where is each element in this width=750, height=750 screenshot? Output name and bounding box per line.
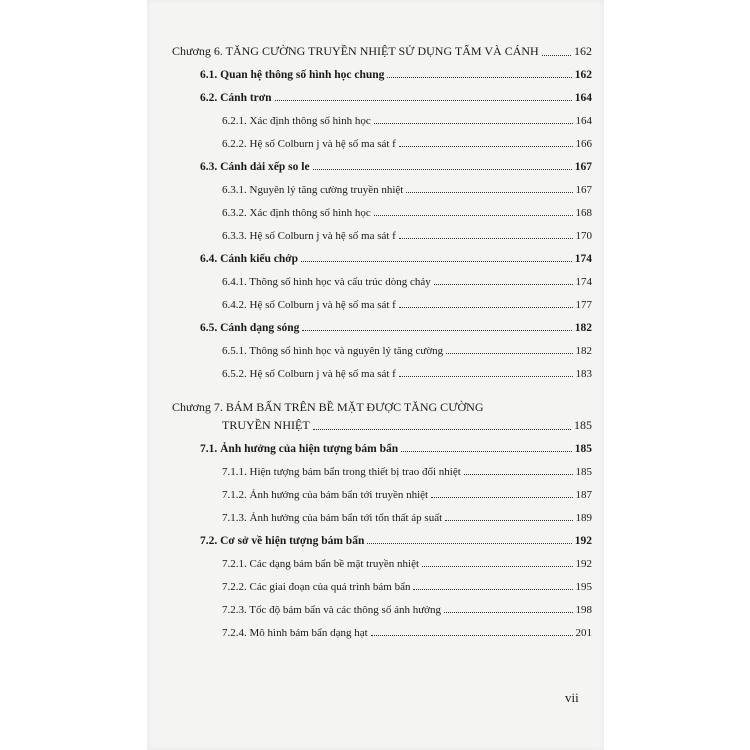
toc-subsection [222, 489, 592, 501]
toc-leader [464, 474, 573, 475]
toc-page-number: 162 [574, 44, 592, 58]
toc-subsection [222, 138, 592, 150]
toc-section [200, 443, 592, 455]
toc-page-number: 177 [575, 299, 592, 311]
page-number: vii [565, 690, 579, 705]
toc-section-title: 6.4. Cánh kiểu chớp [200, 253, 299, 265]
toc-section [200, 161, 592, 173]
toc-leader [406, 192, 572, 193]
toc-subsection [222, 581, 592, 593]
toc-subsection [222, 604, 592, 616]
toc-page-number: 174 [575, 276, 592, 288]
toc-page-number: 164 [575, 115, 592, 127]
toc-subsection-title: 6.3.2. Xác định thông số hình học [222, 207, 371, 219]
toc-page-number: 166 [575, 138, 592, 150]
toc-leader [446, 353, 572, 354]
toc-subsection [222, 627, 592, 639]
toc-leader [313, 169, 572, 170]
toc-leader [401, 451, 572, 452]
toc-page-number: 170 [575, 230, 592, 242]
toc-page-number: 185 [574, 443, 592, 455]
toc-page-number: 195 [575, 581, 592, 593]
toc-chapter-7-title-line1: Chương 7. BÁM BẨN TRÊN BỀ MẶT ĐƯỢC TĂNG CƯỜNG [172, 400, 484, 414]
toc-section [200, 92, 592, 104]
toc-leader [431, 497, 572, 498]
toc-subsection-title: 6.4.1. Thông số hình học và cấu trúc dòng chảy [222, 276, 431, 288]
toc-chapter-6 [172, 44, 592, 59]
toc-page-number: 189 [575, 512, 592, 524]
toc-leader [399, 238, 573, 239]
toc-subsection-title: 6.2.1. Xác định thông số hình học [222, 115, 371, 127]
toc-page-number: 167 [574, 161, 592, 173]
toc-leader [434, 284, 573, 285]
toc-subsection-title: 6.3.3. Hệ số Colburn j và hệ số ma sát f [222, 230, 396, 242]
toc-leader [542, 55, 571, 56]
toc-subsection-title: 7.2.2. Các giai đoạn của quá trình bám bẩn [222, 581, 411, 593]
toc-section [200, 322, 592, 334]
toc-section-title: 6.3. Cánh dải xếp so le [200, 161, 310, 173]
toc-leader [399, 146, 573, 147]
toc-section-title: 7.1. Ảnh hưởng của hiện tượng bám bẩn [200, 443, 399, 455]
toc-leader [275, 100, 572, 101]
toc-subsection [222, 184, 592, 196]
toc-page-number: 182 [575, 345, 592, 357]
toc-leader [302, 330, 571, 331]
toc-page-number: 168 [575, 207, 592, 219]
toc-subsection [222, 115, 592, 127]
toc-section-title: 6.2. Cánh trơn [200, 92, 272, 104]
toc-chapter-7 [222, 418, 592, 433]
toc-leader [387, 77, 571, 78]
toc-subsection-title: 6.4.2. Hệ số Colburn j và hệ số ma sát f [222, 299, 396, 311]
toc-section [200, 69, 592, 81]
toc-subsection [222, 276, 592, 288]
toc-page-number: 192 [574, 535, 592, 547]
toc-section-title: 6.1. Quan hệ thông số hình học chung [200, 69, 385, 81]
toc-page-number: 164 [574, 92, 592, 104]
toc-subsection-title: 6.3.1. Nguyên lý tăng cường truyền nhiệt [222, 184, 404, 196]
toc-leader [399, 376, 573, 377]
toc-subsection [222, 558, 592, 570]
toc-page-number: 174 [574, 253, 592, 265]
toc-chapter-title: Chương 6. TĂNG CƯỜNG TRUYỀN NHIỆT SỬ DỤNG TẤM VÀ CÁNH [172, 44, 539, 58]
toc-leader [444, 612, 572, 613]
toc-subsection [222, 230, 592, 242]
toc-page-number: 187 [575, 489, 592, 501]
toc-section-title: 7.2. Cơ sở về hiện tượng bám bẩn [200, 535, 365, 547]
toc-subsection-title: 6.5.2. Hệ số Colburn j và hệ số ma sát f [222, 368, 396, 380]
toc-page-number: 185 [574, 418, 592, 432]
toc-page-number: 182 [574, 322, 592, 334]
toc-subsection [222, 368, 592, 380]
toc-subsection [222, 299, 592, 311]
toc-page-number: 167 [575, 184, 592, 196]
toc-subsection [222, 345, 592, 357]
toc-leader [371, 635, 573, 636]
toc-subsection-title: 7.2.4. Mô hình bám bẩn dạng hạt [222, 627, 368, 639]
toc-subsection-title: 7.1.1. Hiện tượng bám bẩn trong thiết bị trao đổi nhiệt [222, 466, 461, 478]
toc-subsection-title: 7.2.3. Tốc độ bám bẩn và các thông số ảnh hưởng [222, 604, 442, 616]
toc-subsection-title: 6.5.1. Thông số hình học và nguyên lý tăng cường [222, 345, 444, 357]
toc-chapter-title: TRUYỀN NHIỆT [222, 418, 310, 432]
toc-subsection-title: 6.2.2. Hệ số Colburn j và hệ số ma sát f [222, 138, 396, 150]
toc-leader [413, 589, 572, 590]
toc-leader [445, 520, 572, 521]
toc-leader [313, 429, 571, 430]
toc-leader [422, 566, 572, 567]
toc-section [200, 253, 592, 265]
toc-leader [367, 543, 571, 544]
toc-page-number: 185 [575, 466, 592, 478]
toc-subsection [222, 512, 592, 524]
toc-page-number: 162 [574, 69, 592, 81]
toc-section-title: 6.5. Cánh dạng sóng [200, 322, 300, 334]
toc-page-number: 201 [575, 627, 592, 639]
toc-leader [399, 307, 573, 308]
toc-subsection-title: 7.1.2. Ảnh hưởng của bám bẩn tới truyền nhiệt [222, 489, 429, 501]
toc-leader [374, 215, 573, 216]
toc-section [200, 535, 592, 547]
toc-subsection [222, 466, 592, 478]
toc-leader [374, 123, 573, 124]
toc-page-number: 198 [575, 604, 592, 616]
toc-page-number: 192 [575, 558, 592, 570]
toc-leader [301, 261, 572, 262]
toc-subsection-title: 7.1.3. Ảnh hưởng của bám bẩn tới tổn thất áp suất [222, 512, 443, 524]
toc-subsection [222, 207, 592, 219]
toc-subsection-title: 7.2.1. Các dạng bám bẩn bề mặt truyền nhiệt [222, 558, 420, 570]
toc-page-number: 183 [575, 368, 592, 380]
